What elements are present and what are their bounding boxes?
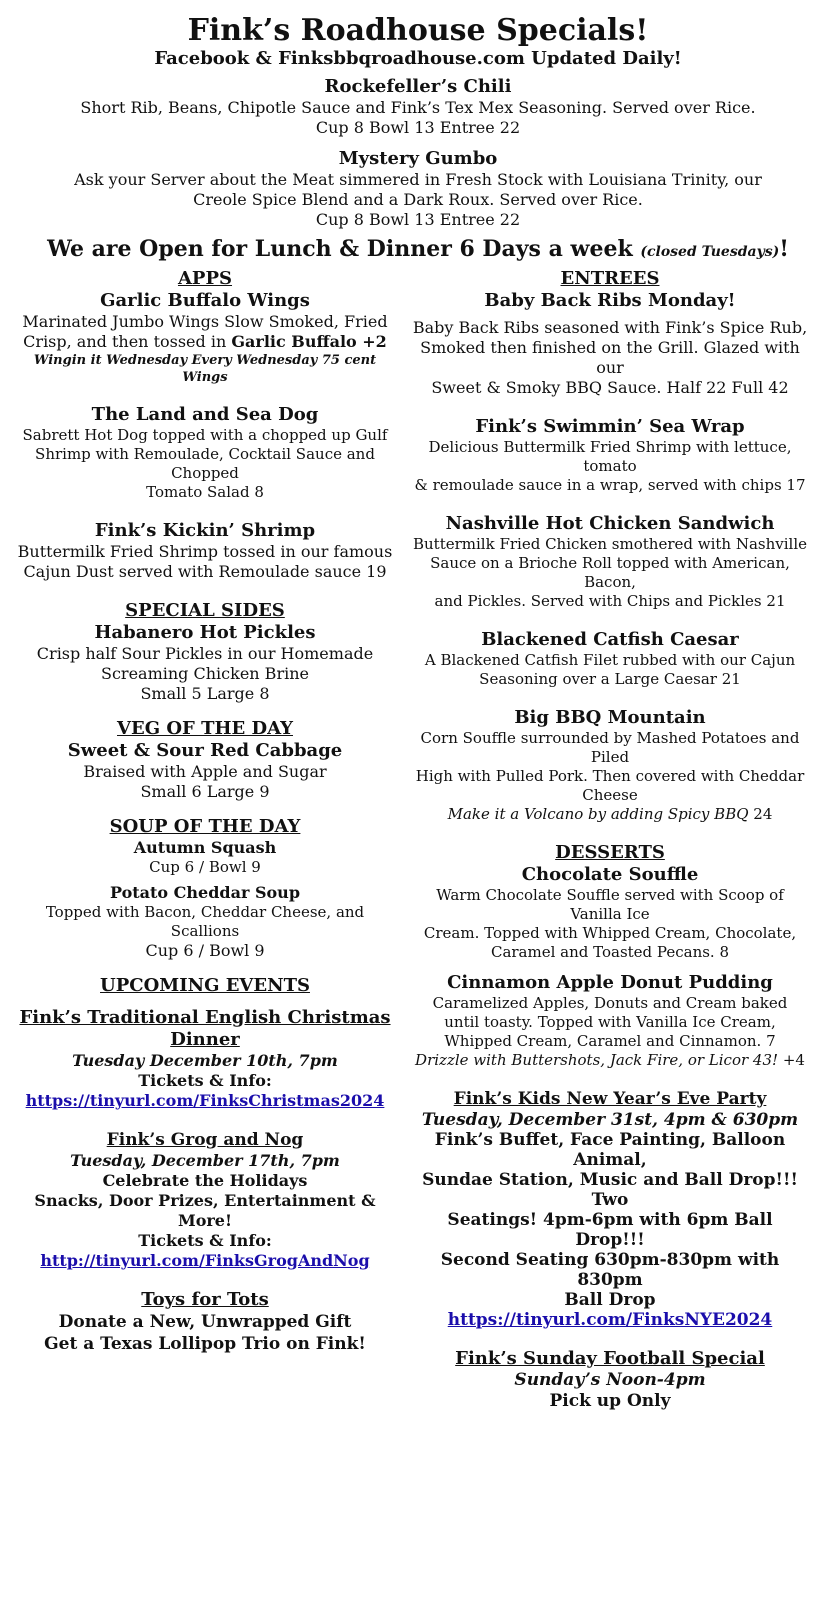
- ribs-desc-3: Sweet & Smoky BBQ Sauce. Half 22 Full 42: [431, 378, 789, 397]
- grog-title: Fink’s Grog and Nog: [106, 1130, 304, 1150]
- soup-1-name: Autumn Squash: [133, 838, 277, 857]
- choc-name: Chocolate Souffle: [521, 864, 699, 885]
- wrap-desc-2: & remoulade sauce in a wrap, served with chips 17: [414, 476, 806, 494]
- apple-desc-1: Caramelized Apples, Donuts and Cream baked: [432, 994, 788, 1012]
- nye-line-4: Second Seating 630pm-830pm with 830pm: [440, 1250, 780, 1290]
- nash-desc-2: Sauce on a Brioche Roll topped with American, Bacon,: [430, 554, 790, 591]
- nye-title: Fink’s Kids New Year’s Eve Party: [453, 1089, 767, 1109]
- veg-name: Sweet & Sour Red Cabbage: [67, 740, 343, 761]
- ribs-name: Baby Back Ribs Monday!: [484, 290, 736, 311]
- gumbo-name: Mystery Gumbo: [338, 148, 498, 169]
- grog-tickets: Tickets & Info:: [138, 1231, 272, 1250]
- shrimp-name: Fink’s Kickin’ Shrimp: [94, 520, 316, 541]
- dog-desc-3: Tomato Salad 8: [146, 483, 264, 501]
- bbq-price: 24: [748, 805, 773, 823]
- wings-name: Garlic Buffalo Wings: [100, 290, 310, 311]
- grog-line-1: Celebrate the Holidays: [102, 1171, 308, 1190]
- soup-2-desc: Topped with Bacon, Cheddar Cheese, and Scallions: [45, 903, 365, 940]
- football-note: Pick up Only: [549, 1391, 671, 1411]
- xmas-date: Tuesday December 10th, 7pm: [72, 1051, 338, 1070]
- veg-price: Small 6 Large 9: [140, 782, 270, 801]
- dog-name: The Land and Sea Dog: [91, 404, 319, 425]
- open-hours-main: We are Open for Lunch & Dinner 6 Days a week: [47, 236, 633, 262]
- nash-desc-1: Buttermilk Fried Chicken smothered with Nashville: [412, 535, 807, 553]
- toys-title: Toys for Tots: [141, 1289, 269, 1310]
- gumbo-price: Cup 8 Bowl 13 Entree 22: [315, 210, 521, 229]
- chili-name: Rockefeller’s Chili: [324, 76, 512, 97]
- bbq-desc-3: Cheese: [582, 786, 638, 804]
- apple-desc-4: [410, 1051, 810, 1070]
- wrap-name: Fink’s Swimmin’ Sea Wrap: [475, 416, 745, 437]
- nye-line-2: Sundae Station, Music and Ball Drop!!! Two: [422, 1170, 798, 1210]
- wings-upgrade: Garlic Buffalo +2: [231, 332, 387, 351]
- wings-desc-2: [10, 332, 400, 352]
- pickles-price: Small 5 Large 8: [140, 684, 270, 703]
- veg-heading: VEG OF THE DAY: [117, 718, 293, 739]
- veg-desc: Braised with Apple and Sugar: [83, 762, 327, 781]
- sides-heading: SPECIAL SIDES: [125, 600, 285, 621]
- apple-addon-price: +4: [778, 1051, 805, 1069]
- pickles-desc-2: Screaming Chicken Brine: [101, 664, 309, 683]
- wings-desc-1: Marinated Jumbo Wings Slow Smoked, Fried: [22, 312, 388, 331]
- pickles-name: Habanero Hot Pickles: [94, 622, 316, 643]
- page-subtitle: Facebook & Finksbbqroadhouse.com Updated Daily!: [154, 48, 682, 69]
- apple-desc-2: until toasty. Topped with Vanilla Ice Cream,: [444, 1013, 776, 1031]
- wings-desc-2a: Crisp, and then tossed in: [23, 332, 232, 351]
- dog-desc-1: Sabrett Hot Dog topped with a chopped up Gulf: [22, 426, 388, 444]
- shrimp-desc-2: Cajun Dust served with Remoulade sauce 19: [23, 562, 387, 581]
- page-title: Fink’s Roadhouse Specials!: [187, 13, 649, 48]
- catfish-desc-2: Seasoning over a Large Caesar 21: [479, 670, 741, 688]
- ribs-desc-1: Baby Back Ribs seasoned with Fink’s Spice Rub,: [412, 318, 808, 337]
- soup-2-name: Potato Cheddar Soup: [110, 883, 300, 902]
- xmas-tickets: Tickets & Info:: [138, 1071, 272, 1090]
- grog-line-2: Snacks, Door Prizes, Entertainment & More!: [34, 1191, 376, 1230]
- toys-line-2: Get a Texas Lollipop Trio on Fink!: [44, 1334, 366, 1354]
- open-hours: [0, 234, 836, 267]
- apps-heading: APPS: [177, 268, 233, 289]
- ribs-desc-2: Smoked then finished on the Grill. Glazed with our: [420, 338, 800, 377]
- bbq-volcano: Make it a Volcano by adding Spicy BBQ: [447, 805, 749, 823]
- football-time: Sunday’s Noon-4pm: [514, 1370, 706, 1390]
- nye-link[interactable]: https://tinyurl.com/FinksNYE2024: [447, 1310, 773, 1330]
- nye-date: Tuesday, December 31st, 4pm & 630pm: [421, 1110, 799, 1130]
- wings-promo: Wingin it Wednesday Every Wednesday 75 cent Wings: [33, 353, 377, 385]
- bbq-desc-4: [410, 805, 810, 824]
- bbq-desc-1: Corn Souffle surrounded by Mashed Potatoes and Piled: [420, 729, 800, 766]
- chili-desc: Short Rib, Beans, Chipotle Sauce and Fink’s Tex Mex Seasoning. Served over Rice.: [80, 98, 756, 117]
- apple-desc-3: Whipped Cream, Caramel and Cinnamon. 7: [444, 1032, 776, 1050]
- choc-desc-3: Caramel and Toasted Pecans. 8: [490, 943, 730, 961]
- apple-name: Cinnamon Apple Donut Pudding: [447, 972, 773, 993]
- wrap-desc-1: Delicious Buttermilk Fried Shrimp with lettuce, tomato: [428, 438, 792, 475]
- catfish-name: Blackened Catfish Caesar: [481, 629, 739, 650]
- grog-link[interactable]: http://tinyurl.com/FinksGrogAndNog: [40, 1251, 370, 1270]
- header: [0, 14, 836, 267]
- nye-line-1: Fink’s Buffet, Face Painting, Balloon Animal,: [434, 1130, 786, 1170]
- pickles-desc-1: Crisp half Sour Pickles in our Homemade: [36, 644, 374, 663]
- events-heading: UPCOMING EVENTS: [100, 975, 310, 996]
- toys-line-1: Donate a New, Unwrapped Gift: [58, 1312, 352, 1332]
- desserts-heading: DESSERTS: [555, 842, 665, 863]
- gumbo-desc-1: Ask your Server about the Meat simmered in Fresh Stock with Louisiana Trinity, our: [74, 170, 762, 189]
- choc-desc-1: Warm Chocolate Souffle served with Scoop of Vanilla Ice: [436, 886, 784, 923]
- football-title: Fink’s Sunday Football Special: [455, 1348, 765, 1369]
- grog-date: Tuesday, December 17th, 7pm: [70, 1151, 340, 1170]
- xmas-title-2: Dinner: [170, 1029, 240, 1050]
- choc-desc-2: Cream. Topped with Whipped Cream, Chocolate,: [423, 924, 797, 942]
- nye-line-5: Ball Drop: [564, 1290, 656, 1310]
- nye-line-3: Seatings! 4pm-6pm with 6pm Ball Drop!!!: [447, 1210, 773, 1250]
- open-hours-note: (closed Tuesdays): [640, 244, 780, 260]
- soup-1-price: Cup 6 / Bowl 9: [149, 858, 261, 876]
- nash-name: Nashville Hot Chicken Sandwich: [445, 513, 775, 534]
- xmas-link[interactable]: https://tinyurl.com/FinksChristmas2024: [25, 1091, 385, 1110]
- dog-desc-2: Shrimp with Remoulade, Cocktail Sauce and Chopped: [35, 445, 375, 482]
- chili-price: Cup 8 Bowl 13 Entree 22: [315, 118, 521, 137]
- shrimp-desc-1: Buttermilk Fried Shrimp tossed in our famous: [17, 542, 393, 561]
- soup-2-price: Cup 6 / Bowl 9: [145, 941, 265, 960]
- bbq-desc-2: High with Pulled Pork. Then covered with Cheddar: [415, 767, 805, 785]
- right-column: [410, 268, 810, 1412]
- soup-heading: SOUP OF THE DAY: [109, 816, 301, 837]
- nash-desc-3: and Pickles. Served with Chips and Pickles 21: [434, 592, 786, 610]
- apple-drizzle: Drizzle with Buttershots, Jack Fire, or Licor 43!: [415, 1051, 779, 1069]
- entrees-heading: ENTREES: [560, 268, 660, 289]
- catfish-desc-1: A Blackened Catfish Filet rubbed with our Cajun: [424, 651, 796, 669]
- gumbo-desc-2: Creole Spice Blend and a Dark Roux. Served over Rice.: [193, 190, 643, 209]
- bbq-name: Big BBQ Mountain: [514, 707, 706, 728]
- xmas-title-1: Fink’s Traditional English Christmas: [19, 1007, 391, 1028]
- open-hours-end: !: [779, 236, 789, 262]
- left-column: [10, 268, 400, 1355]
